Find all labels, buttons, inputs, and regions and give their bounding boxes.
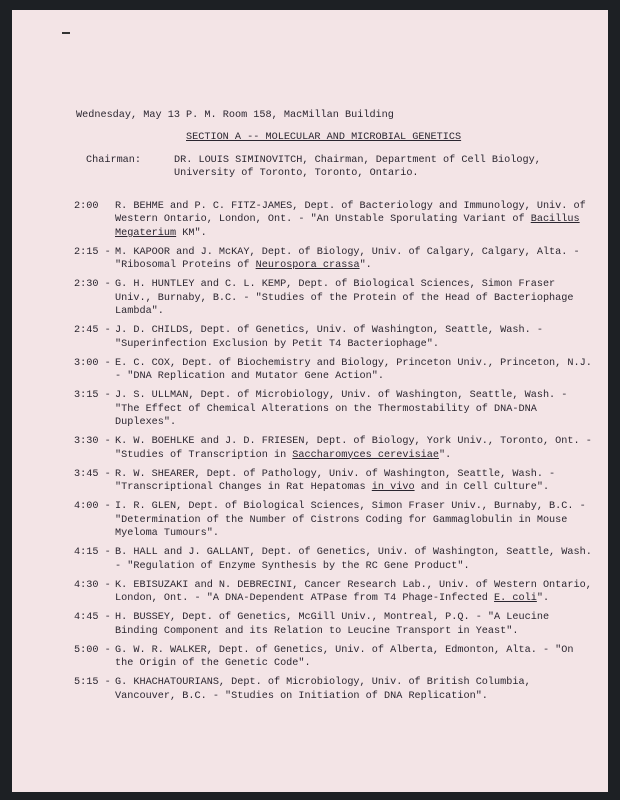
entry-time: 3:15 -: [74, 390, 111, 402]
entry-text-end: and in Cell Culture".: [414, 482, 550, 494]
entry-description: [115, 389, 594, 429]
entry-text: J. S. ULLMAN, Dept. of Microbiology, Univ. of Washington, Seattle, Wash. - "The Effect of Chemical Alterations on the Thermostability of DNA-DNA Duplexes".: [115, 390, 568, 429]
entry-underlined-term: E. coli: [494, 593, 537, 605]
entry-description: [115, 676, 594, 703]
entry-text-end: ".: [439, 449, 452, 461]
entry-text: B. HALL and J. GALLANT, Dept. of Genetics, Univ. of Washington, Seattle, Wash. - "Regulation of Enzyme Synthesis by the RC Gene Product".: [115, 547, 592, 572]
entry-time: 2:15 -: [74, 246, 111, 258]
entry-time: 3:30 -: [74, 436, 111, 448]
entry-description: [115, 435, 594, 462]
entry-time: 4:45 -: [74, 612, 111, 624]
entry-description: [115, 278, 594, 318]
entry-text: J. D. CHILDS, Dept. of Genetics, Univ. of Washington, Seattle, Wash. - "Superinfection Exclusion by Petit T4 Bacteriophage".: [115, 325, 543, 350]
entry-time: 2:00: [74, 201, 99, 212]
entry-description: [115, 500, 594, 540]
entry-underlined-term: Bacillus Megaterium: [115, 214, 580, 239]
entry-text: I. R. GLEN, Dept. of Biological Sciences, Simon Fraser Univ., Burnaby, B.C. - "Determination of the Number of Cistrons Coding for Gammaglobulin in Mouse Myeloma Tumours".: [115, 501, 586, 540]
entry-underlined-term: in vivo: [371, 482, 415, 494]
entry-time: 2:45 -: [74, 325, 111, 337]
program-entry: [74, 200, 594, 240]
program-entry: [74, 611, 594, 638]
entry-text: R. W. SHEARER, Dept. of Pathology, Univ. of Washington, Seattle, Wash. - "Transcriptional Changes in Rat Hepatomas: [115, 468, 556, 494]
program-entry: [74, 357, 594, 384]
program-entry: [74, 278, 594, 318]
program-entry: [74, 644, 594, 671]
entry-description: [115, 644, 594, 671]
entry-description: [115, 200, 594, 240]
entry-text: M. KAPOOR and J. McKAY, Dept. of Biology, Univ. of Calgary, Calgary, Alta. - "Ribosomal Proteins of: [115, 246, 580, 272]
entry-description: [115, 246, 594, 273]
entry-text: K. W. BOEHLKE and J. D. FRIESEN, Dept. of Biology, York Univ., Toronto, Ont. - "Studies of Transcription in: [115, 436, 592, 461]
entry-time: 4:00 -: [74, 501, 111, 513]
session-header: Wednesday, May 13 P. M. Room 158, MacMillan Building: [76, 110, 394, 121]
entry-description: [115, 579, 594, 606]
entry-time: 4:30 -: [74, 579, 111, 591]
program-entry: [74, 546, 594, 573]
entry-text: G. W. R. WALKER, Dept. of Genetics, Univ. of Alberta, Edmonton, Alta. - "On the Origin of the Genetic Code".: [115, 644, 574, 670]
stray-mark: [62, 32, 70, 34]
entry-text-end: KM".: [176, 227, 207, 239]
entry-underlined-term: Neurospora crassa: [255, 260, 360, 272]
program-list: [74, 200, 594, 709]
program-entry: [74, 389, 594, 429]
entry-underlined-term: Saccharomyces cerevisiae: [292, 449, 440, 461]
entry-time: 3:45 -: [74, 468, 111, 480]
chairman-text: DR. LOUIS SIMINOVITCH, Chairman, Department of Cell Biology, University of Toronto, Toronto, Ontario.: [174, 155, 541, 180]
program-entry: [74, 579, 594, 606]
entry-text: R. BEHME and P. C. FITZ-JAMES, Dept. of Bacteriology and Immunology, Univ. of Western Ontario, London, Ont. - "An Unstable Sporulating Variant of: [115, 201, 586, 226]
program-entry: [74, 468, 594, 495]
entry-text: E. C. COX, Dept. of Biochemistry and Biology, Princeton Univ., Princeton, N.J. - "DNA Replication and Mutator Gene Action".: [115, 357, 592, 383]
document-page: [12, 10, 608, 792]
entry-time: 2:30 -: [74, 279, 111, 291]
program-entry: [74, 435, 594, 462]
program-entry: [74, 676, 594, 703]
entry-description: [115, 611, 594, 638]
chairman-block: [86, 154, 554, 181]
program-entry: [74, 246, 594, 273]
program-entry: [74, 500, 594, 540]
entry-text: G. KHACHATOURIANS, Dept. of Microbiology, Univ. of British Columbia, Vancouver, B.C. - "Studies on Initiation of DNA Replication".: [115, 677, 531, 702]
entry-text-end: ".: [536, 593, 550, 605]
entry-description: [115, 468, 594, 495]
entry-time: 5:00 -: [74, 644, 111, 656]
entry-text: K. EBISUZAKI and N. DEBRECINI, Cancer Research Lab., Univ. of Western Ontario, London, Ont. - "A DNA-Dependent ATPase from T4 Phage-Infected: [115, 579, 592, 605]
entry-description: [115, 546, 594, 573]
entry-text-end: ".: [359, 260, 372, 272]
entry-description: [115, 324, 594, 351]
section-title: SECTION A -- MOLECULAR AND MICROBIAL GENETICS: [186, 132, 462, 143]
entry-time: 3:00 -: [74, 357, 111, 369]
entry-description: [115, 357, 594, 384]
entry-text: G. H. HUNTLEY and C. L. KEMP, Dept. of Biological Sciences, Simon Fraser Univ., Burnaby, B.C. - "Studies of the Protein of the Head of Bacteriophage Lambda".: [115, 279, 574, 318]
chairman-label: Chairman:: [86, 155, 142, 166]
entry-time: 5:15 -: [74, 677, 111, 689]
entry-text: H. BUSSEY, Dept. of Genetics, McGill Univ., Montreal, P.Q. - "A Leucine Binding Component and its Relation to Leucine Transport in Yeast".: [115, 612, 550, 637]
program-entry: [74, 324, 594, 351]
entry-time: 4:15 -: [74, 547, 111, 559]
